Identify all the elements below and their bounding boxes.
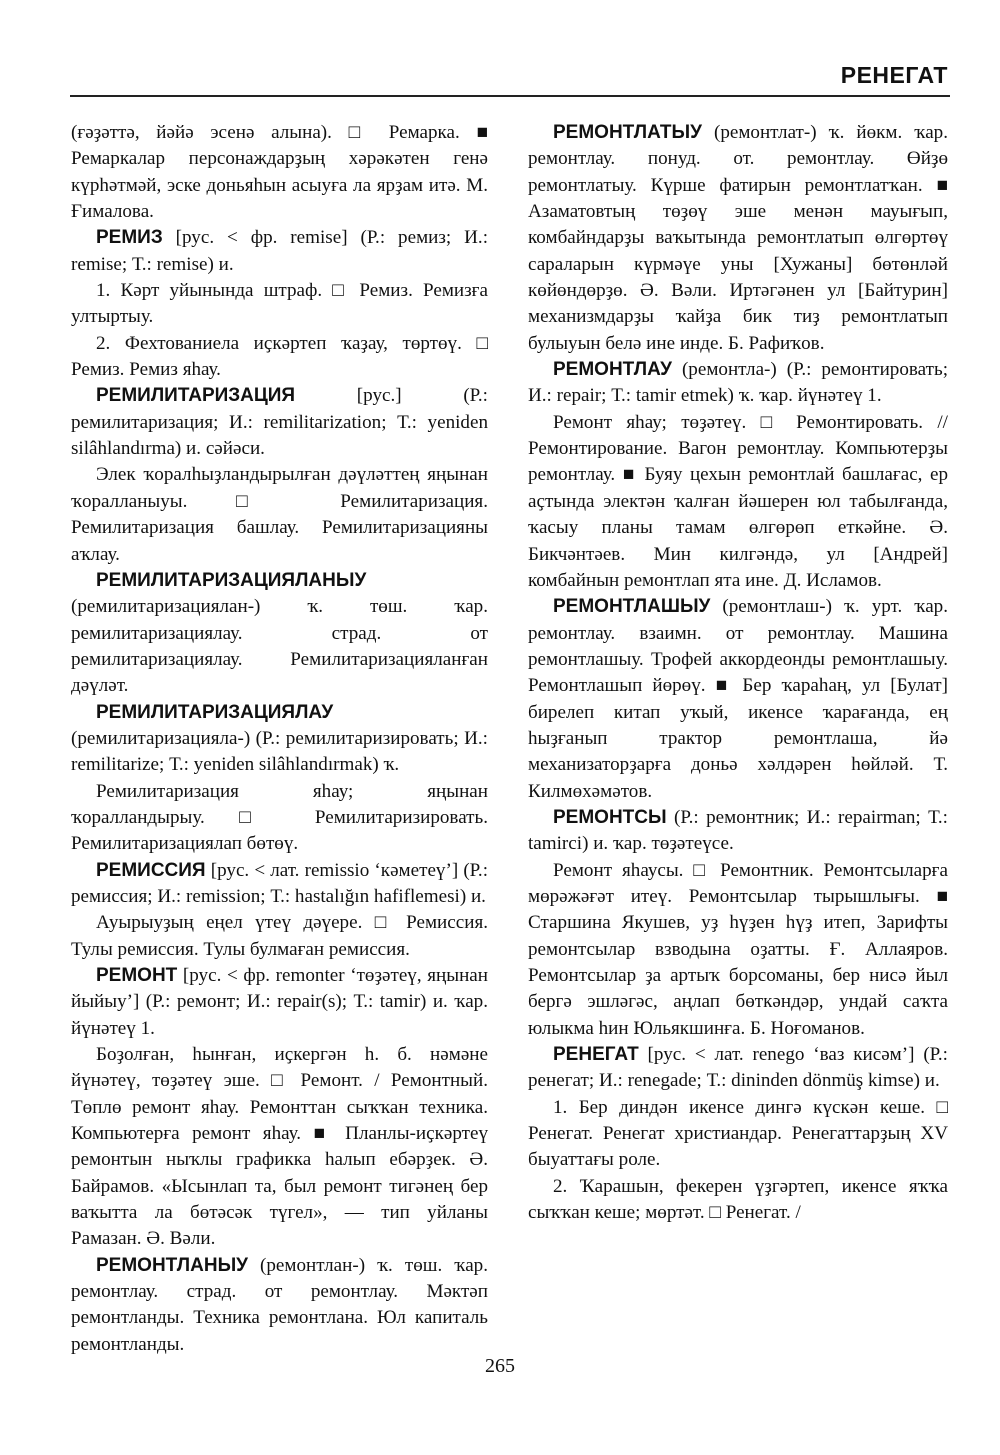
sense-remiz-1: 1. Кәрт уйынында штраф. □ Ремиз. Ремизға ултыртыу. <box>71 280 488 328</box>
headword: РЕМОНТЛАШЫУ <box>553 596 711 618</box>
entry-remontlanyu: РЕМОНТЛАНЫУ (ремонтлан-) ҡ. төш. ҡар. ремонтлау. страд. от ремонтлау. Мәктәп ремонтланды. Техника ремонтлана. Юл капиталь ремонтланды. <box>71 1254 488 1355</box>
sense-remont: Боҙолған, һынған, иҫкергән һ. б. нәмәне йүнәтеү, төҙәтеү эше. □ Ремонт. / Ремонтный. Төплө ремонт яһау. Ремонттан сыҡҡан техника. Компьютерға ремонт яһау. ■ Планлы-иҫкәртеү ремонтын ныҡлы графикка һалып ебәрҙек. Ә. Байрамов. «Ысынлап та, был ремонт тигәнең бер ваҡытта ла бөтәсәк түгел», — тип уйланы Рамазан. Ә. Вәли. <box>71 1044 488 1250</box>
entry-remilitarizatsiya: РЕМИЛИТАРИЗАЦИЯ [рус.] (Р.: ремилитаризация; И.: remilitarization; Т.: yeniden silâhlandırma) и. сәйәси. <box>71 385 488 460</box>
entry-remissiya: РЕМИССИЯ [рус. < лат. remissio ‘кәметеү’] (Р.: ремиссия; И.: remission; Т.: hastalığın hafiflemesi) и. <box>71 859 488 907</box>
headword: РЕМОНТЛАУ <box>553 359 672 381</box>
entry-remontlashyu: РЕМОНТЛАШЫУ (ремонтлаш-) ҡ. урт. ҡар. ремонтлау. взаимн. от ремонтлау. Машина ремонтлашыу. Трофей аккордеонды ремонтлашыу. Ремонтлашып йөрөү. ■ Бер ҡараһаң, ул [Булат] бирелеп китап уҡый, икенсе ҡарағанда, ең һыҙғанып трактор ремонтлаша, йә механизаторҙарға доньә хәлдәрен һөйләй. Т. Килмөхәмәтов. <box>528 596 948 802</box>
header-rule <box>70 95 950 97</box>
headword: РЕНЕГАТ <box>553 1044 639 1066</box>
entry-remontsy: РЕМОНТСЫ (Р.: ремонтник; И.: repairman; Т.: tamirci) и. ҡар. төҙәтеүсе. <box>528 806 948 855</box>
headword: РЕМИЛИТАРИЗАЦИЯЛАУ <box>96 701 334 723</box>
sense-remissiya: Ауырыуҙың еңел үтеү дәүере. □ Ремиссия. Тулы ремиссия. Тулы булмаған ремиссия. <box>71 912 488 960</box>
entry-remiz: РЕМИЗ [рус. < фр. remise] (Р.: ремиз; И.: remise; Т.: remise) и. <box>71 227 488 275</box>
entry-renegat: РЕНЕГАТ [рус. < лат. renego ‘ваз кисәм’] (Р.: ренегат; И.: renegade; Т.: dininden dönmüş kimse) и. <box>528 1044 948 1092</box>
sense-renegat-2: 2. Ҡарашын, фекерен үҙгәртеп, икенсе яҡҡа сыҡҡан кеше; мөртәт. □ Ренегат. / <box>528 1175 948 1224</box>
sense-renegat-1: 1. Бер диндән икенсе дингә күскән кеше. □ Ренегат. Ренегат христиандар. Ренегаттарҙың XV быуаттағы роле. <box>528 1096 948 1171</box>
entry-remilitarizatsiyalanyu: РЕМИЛИТАРИЗАЦИЯЛАНЫУ (ремилитаризациялан-) ҡ. төш. ҡар. ремилитаризациялау. страд. от ремилитаризациялау. Ремилитаризацияланған дәүләт. <box>71 569 488 697</box>
headword: РЕМОНТ <box>96 965 178 986</box>
headword: РЕМОНТЛАТЫУ <box>553 122 702 143</box>
headword: РЕМИЛИТАРИЗАЦИЯ <box>96 385 296 407</box>
sense-remilitarizatsiyalau: Ремилитаризация яһау; яңынан ҡоралландырыу. □ Ремилитаризировать. Ремилитаризациялап бөтөү. <box>71 780 488 855</box>
right-column <box>528 120 948 1226</box>
headword: РЕМОНТЛАНЫУ <box>96 1254 248 1276</box>
left-column <box>71 120 488 1358</box>
running-head: РЕНЕГАТ <box>840 62 948 88</box>
sense-remiz-2: 2. Фехтованиела иҫкәртеп ҡаҙау, төртөү. □ Ремиз. Ремиз яһау. <box>71 332 488 381</box>
sense-remontsy: Ремонт яһаусы. □ Ремонтник. Ремонтсыларға мөрәжәғәт итеү. Ремонтсылар тырышлығы. ■ Старшина Якушев, уҙ һүҙен һүҙ итеп, Зарифты ремонтсылар взводына оҙатты. Ғ. Аллаяров. Ремонтсылар ҙа артыҡ борсоманы, бер нисә йыл бергә эшләгәс, аңлап бөткәндәр, ундай саҡта юлыкма һин Юльякшинға. Б. Ноғоманов. <box>528 859 948 1039</box>
entry-remontlau: РЕМОНТЛАУ (ремонтла-) (Р.: ремонтировать; И.: repair; Т.: tamir etmek) ҡ. ҡар. йүнәтеү 1. <box>528 359 948 407</box>
page-number: 265 <box>485 1355 515 1377</box>
headword: РЕМИЗ <box>96 227 163 249</box>
sense-remilitarizatsiya: Элек ҡоралһыҙландырылған дәүләттең яңынан ҡоралланыуы. □ Ремилитаризация. Ремилитаризация башлау. Ремилитаризацияны аҡлау. <box>71 464 488 565</box>
entry-remilitarizatsiyalau: РЕМИЛИТАРИЗАЦИЯЛАУ (ремилитаризацияла-) (Р.: ремилитаризировать; И.: remilitarize; Т.: yeniden silâhlandırmak) ҡ. <box>71 701 488 776</box>
entry-remontlatyu: РЕМОНТЛАТЫУ (ремонтлат-) ҡ. йөкм. ҡар. ремонтлау. понуд. от. ремонтлау. Өйҙө ремонтлатыу. Күрше фатирын ремонтлатҡан. ■ Азаматовтың төҙөү эше менән мауығып, комбайндарҙы ваҡытында ремонтлатып өлгөртөү сараларын күрмәүе уны [Хужаны] бөтөнләй көйөндөрҙө. Ә. Вәли. Иртәгәнен ул [Байтурин] механизмдарҙы ҡайҙа бик тиҙ ремонтлатып булыуын белә ине инде. Б. Рафиҡов. <box>528 122 948 354</box>
entry-remont: РЕМОНТ [рус. < фр. remonter ‘төҙәтеү, яңынан йыйыу’] (Р.: ремонт; И.: repair(s); Т.: tamir) и. ҡар. йүнәтеү 1. <box>71 965 488 1039</box>
headword: РЕМОНТСЫ <box>553 806 667 828</box>
headword: РЕМИЛИТАРИЗАЦИЯЛАНЫУ <box>96 569 367 591</box>
sense-remontlau: Ремонт яһау; төҙәтеү. □ Ремонтировать. // Ремонтирование. Вагон ремонтлау. Компьютерҙы ремонтлау. ■ Буяу цехын ремонтлай башлағас, ер аҫтында электән ҡалған йәшерен юл табылғанда, ҡасыу планы тамам өлгөрөп еткәйне. Ә. Бикчәнтәев. Мин килгәндә, ул [Андрей] комбайнын ремонтлап ята ине. Д. Исламов. <box>528 411 948 591</box>
headword: РЕМИССИЯ <box>96 859 206 881</box>
entry-remarka-cont: (ғәҙәттә, йәйә эсенә алына). □ Ремарка. ■ Ремаркалар персонаждарҙың хәрәкәтен генә күрһәтмәй, эске доньяһын асыуға ла ярҙам итә. М. Ғималова. <box>71 122 488 223</box>
